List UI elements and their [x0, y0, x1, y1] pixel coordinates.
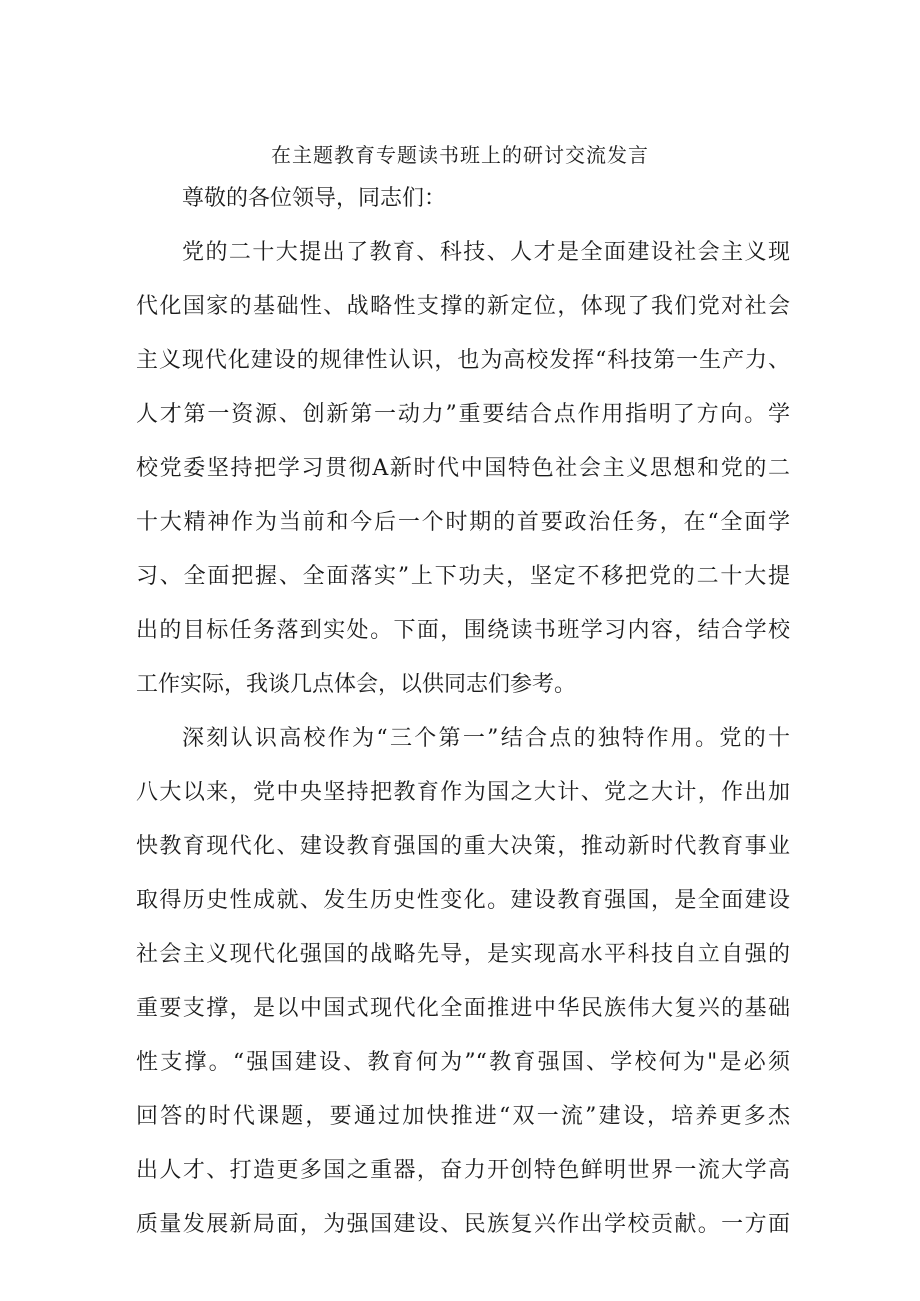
paragraph-1-line-3: 主义现代化建设的规律性认识，也为高校发挥“科技第一生产力、	[136, 348, 790, 373]
paragraph-1-line-5: 校党委坚持把学习贯彻A新时代中国特色社会主义思想和党的二	[136, 456, 790, 481]
paragraph-2-line-5: 社会主义现代化强国的战略先导，是实现高水平科技自立自强的	[136, 942, 790, 967]
paragraph-1-line-4: 人才第一资源、创新第一动力”重要结合点作用指明了方向。学	[136, 402, 790, 427]
paragraph-1-line-6: 十大精神作为当前和今后一个时期的首要政治任务，在“全面学	[136, 510, 790, 535]
paragraph-2-line-3: 快教育现代化、建设教育强国的重大决策，推动新时代教育事业	[136, 834, 790, 859]
paragraph-2-line-1: 深刻认识高校作为“三个第一”结合点的独特作用。党的十	[182, 726, 790, 751]
paragraph-2-line-8: 回答的时代课题，要通过加快推进“双一流”建设，培养更多杰	[136, 1104, 790, 1129]
paragraph-1-line-2: 代化国家的基础性、战略性支撑的新定位，体现了我们党对社会	[136, 294, 790, 319]
paragraph-1-line-7: 习、全面把握、全面落实”上下功夫，坚定不移把党的二十大提	[136, 564, 790, 589]
paragraph-1-line-8: 出的目标任务落到实处。下面，围绕读书班学习内容，结合学校	[136, 618, 790, 643]
salutation: 尊敬的各位领导，同志们：	[182, 186, 447, 211]
paragraph-2-line-7: 性支撑。“强国建设、教育何为”“教育强国、学校何为"是必须	[136, 1050, 790, 1075]
paragraph-1-line-1: 党的二十大提出了教育、科技、人才是全面建设社会主义现	[182, 240, 790, 265]
paragraph-2-line-6: 重要支撑，是以中国式现代化全面推进中华民族伟大复兴的基础	[136, 996, 790, 1021]
paragraph-2-line-2: 八大以来，党中央坚持把教育作为国之大计、党之大计，作出加	[136, 780, 790, 805]
paragraph-2-line-9: 出人才、打造更多国之重器，奋力开创特色鲜明世界一流大学高	[136, 1158, 790, 1183]
paragraph-1-line-9: 工作实际，我谈几点体会，以供同志们参考。	[136, 672, 577, 697]
paragraph-2-line-10: 质量发展新局面，为强国建设、民族复兴作出学校贡献。一方面	[136, 1212, 790, 1237]
paragraph-2-line-4: 取得历史性成就、发生历史性变化。建设教育强国，是全面建设	[136, 888, 790, 913]
document-title: 在主题教育专题读书班上的研讨交流发言	[271, 143, 649, 167]
